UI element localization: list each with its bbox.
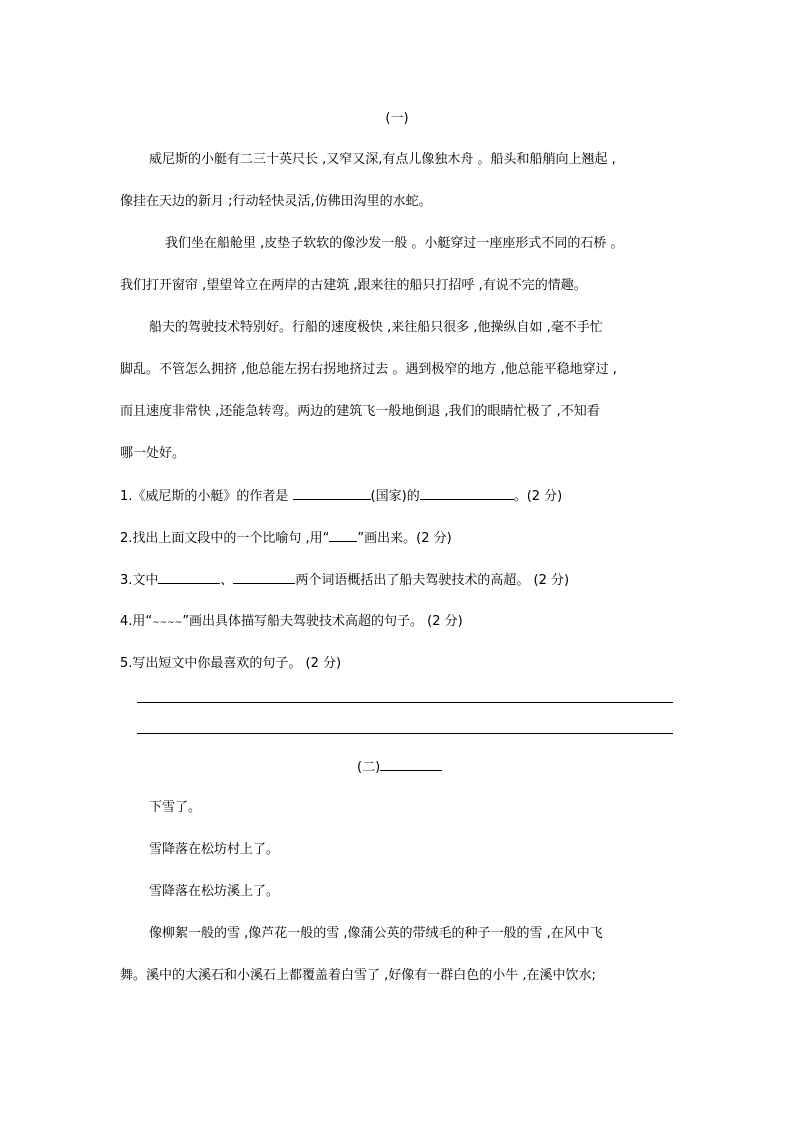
question-1 — [120, 487, 562, 506]
question-2-text-a: 2.找出上面文段中的一个比喻句 ,用“ — [120, 531, 330, 546]
paragraph-line: 下雪了。 — [149, 800, 202, 815]
section2-title-text: (二) — [357, 760, 381, 775]
answer-blank-word-2[interactable] — [233, 571, 295, 584]
paragraph-line: 哪一处好。 — [120, 446, 186, 461]
paragraph-line: 舞。溪中的大溪石和小溪石上都覆盖着白雪了 ,好像有一群白色的小牛 ,在溪中饮水; — [120, 968, 596, 983]
question-4-text-a: 4.用“ — [120, 614, 153, 629]
question-4-text-b: ”画出具体描写船夫驾驶技术高超的句子。 (2 分) — [182, 614, 463, 629]
answer-blank-author[interactable] — [293, 487, 371, 500]
question-3 — [120, 571, 569, 590]
paragraph-line: 雪降落在松坊村上了。 — [149, 842, 280, 857]
section1-title: (一) — [385, 111, 409, 126]
title-blank[interactable] — [380, 758, 442, 771]
paragraph-line: 雪降落在松坊溪上了。 — [149, 884, 280, 899]
underline-sample — [329, 529, 357, 542]
question-3-text-a: 3.文中 — [120, 573, 159, 588]
paragraph-line: 脚乱。不管怎么拥挤 ,他总能左拐右拐地挤过去 。遇到极窄的地方 ,他总能平稳地穿过 , — [120, 362, 617, 377]
answer-line-2[interactable] — [137, 733, 673, 734]
paragraph-line: 我们打开窗帘 ,望望耸立在两岸的古建筑 ,跟来往的船只打招呼 ,有说不完的情趣。 — [120, 278, 587, 293]
paragraph-line: 像柳絮一般的雪 ,像芦花一般的雪 ,像蒲公英的带绒毛的种子一般的雪 ,在风中飞 — [149, 926, 603, 941]
paragraph-line: 而且速度非常快 ,还能急转弯。两边的建筑飞一般地倒退 ,我们的眼睛忙极了 ,不知看 — [120, 404, 600, 419]
question-2 — [120, 529, 452, 548]
question-3-text-c: 两个词语概括出了船夫驾驶技术的高超。 (2 分) — [295, 573, 570, 588]
section2-title — [357, 758, 442, 777]
paragraph-line: 威尼斯的小艇有二三十英尺长 ,又窄又深,有点儿像独木舟 。船头和船艄向上翘起 , — [149, 152, 616, 167]
answer-blank-word-1[interactable] — [158, 571, 220, 584]
paragraph-line: 我们坐在船舱里 ,皮垫子软软的像沙发一般 。小艇穿过一座座形式不同的石桥 。 — [165, 236, 624, 251]
question-3-text-b: 、 — [220, 573, 234, 588]
question-1-text-b: (国家)的 — [370, 489, 420, 504]
question-5: 5.写出短文中你最喜欢的句子。 (2 分) — [120, 656, 342, 671]
wavy-line-sample: ~~~~ — [152, 618, 183, 628]
paragraph-line: 像挂在天边的新月 ;行动轻快灵活,仿佛田沟里的水蛇。 — [120, 194, 432, 209]
question-4 — [120, 613, 463, 632]
paragraph-line: 船夫的驾驶技术特别好。行船的速度极快 ,来往船只很多 ,他操纵自如 ,毫不手忙 — [149, 320, 603, 335]
answer-blank-name[interactable] — [420, 487, 514, 500]
question-1-text-a: 1.《威尼斯的小艇》的作者是 — [120, 489, 289, 504]
question-1-text-c: 。(2 分) — [513, 489, 563, 504]
question-2-text-b: ”画出来。(2 分) — [357, 531, 452, 546]
answer-line-1[interactable] — [137, 702, 673, 703]
